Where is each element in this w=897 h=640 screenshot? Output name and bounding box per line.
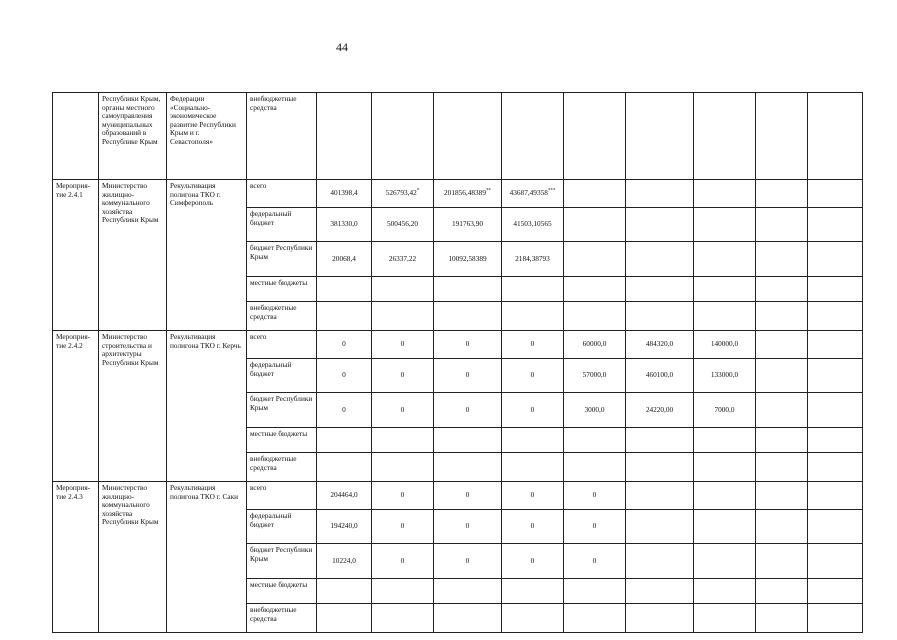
continuation-row <box>53 93 863 180</box>
value-cell <box>756 604 808 633</box>
value-cell <box>756 428 808 453</box>
value-cell <box>372 302 434 331</box>
source-cell: всего <box>247 331 317 359</box>
value-cell <box>434 428 502 453</box>
value-cell: 0 <box>434 393 502 428</box>
value-cell <box>756 482 808 510</box>
value-cell <box>808 242 863 277</box>
value-cell: 60000,0 <box>564 331 626 359</box>
executor-cell: Министерство жилищно-коммунального хозяйства Республики Крым <box>99 180 167 331</box>
value-cell: 0 <box>434 331 502 359</box>
value-cell: 401398,4 <box>317 180 372 208</box>
value-cell <box>808 393 863 428</box>
value-cell <box>756 180 808 208</box>
measure-row <box>53 482 863 510</box>
value-cell <box>694 180 756 208</box>
value-cell <box>317 428 372 453</box>
value-cell: 0 <box>434 544 502 579</box>
value-cell <box>808 428 863 453</box>
value-cell: 0 <box>317 359 372 393</box>
value-cell: 191763,90 <box>434 208 502 242</box>
value-cell: 24220,00 <box>626 393 694 428</box>
source-cell: всего <box>247 482 317 510</box>
value-cell <box>694 544 756 579</box>
source-cell: бюджет Республики Крым <box>247 544 317 579</box>
value-cell <box>808 180 863 208</box>
executor-cell: Министерство жилищно-коммунального хозяйства Республики Крым <box>99 482 167 633</box>
value-cell <box>808 604 863 633</box>
value-cell <box>694 208 756 242</box>
value-cell <box>317 277 372 302</box>
value-cell: 201856,48389** <box>434 180 502 208</box>
value-cell: 0 <box>564 482 626 510</box>
value-cell <box>808 331 863 359</box>
budget-table <box>52 92 863 633</box>
value-cell <box>502 93 564 180</box>
value-cell <box>502 302 564 331</box>
value-cell <box>756 331 808 359</box>
value-cell <box>694 93 756 180</box>
value-cell <box>564 579 626 604</box>
value-cell <box>317 579 372 604</box>
page-number: 44 <box>336 40 348 54</box>
source-cell: местные бюджеты <box>247 428 317 453</box>
value-cell <box>808 208 863 242</box>
value-cell <box>626 208 694 242</box>
source-cell: местные бюджеты <box>247 277 317 302</box>
value-cell <box>808 277 863 302</box>
value-cell: 0 <box>502 544 564 579</box>
value-cell <box>808 302 863 331</box>
object-cell: Рекультивация полигона ТКО г. Керчь <box>167 331 247 482</box>
value-cell <box>756 579 808 604</box>
value-cell <box>626 277 694 302</box>
value-cell: 0 <box>502 510 564 544</box>
value-cell: 0 <box>434 359 502 393</box>
value-cell <box>317 453 372 482</box>
program-cell: Федерации «Социально-экономическое развитие Республики Крым и г. Севастополя» <box>167 93 247 180</box>
value-cell: 7000,0 <box>694 393 756 428</box>
object-cell: Рекультивация полигона ТКО г. Симферополь <box>167 180 247 331</box>
value-cell <box>626 302 694 331</box>
value-cell <box>502 604 564 633</box>
value-cell <box>502 277 564 302</box>
value-cell: 133000,0 <box>694 359 756 393</box>
executor-cell: Республики Крым, органы местного самоуправления муниципальных образований в Республике Крым <box>99 93 167 180</box>
value-cell: 0 <box>372 331 434 359</box>
value-cell <box>434 604 502 633</box>
value-cell <box>694 604 756 633</box>
value-cell <box>564 604 626 633</box>
source-cell: всего <box>247 180 317 208</box>
value-cell <box>694 277 756 302</box>
value-cell <box>808 482 863 510</box>
value-cell <box>564 242 626 277</box>
source-cell: бюджет Республики Крым <box>247 393 317 428</box>
value-cell: 0 <box>372 393 434 428</box>
value-cell <box>808 359 863 393</box>
value-cell: 204464,0 <box>317 482 372 510</box>
value-cell: 0 <box>317 331 372 359</box>
value-cell <box>502 453 564 482</box>
source-cell: внебюджетные средства <box>247 302 317 331</box>
value-cell <box>808 579 863 604</box>
source-cell: внебюджетные средства <box>247 604 317 633</box>
value-cell <box>317 604 372 633</box>
value-cell <box>434 277 502 302</box>
value-cell: 20068,4 <box>317 242 372 277</box>
value-cell: 0 <box>372 482 434 510</box>
value-cell <box>756 302 808 331</box>
value-cell <box>756 277 808 302</box>
value-cell <box>694 428 756 453</box>
value-cell <box>372 93 434 180</box>
value-cell <box>626 482 694 510</box>
value-cell <box>564 453 626 482</box>
value-cell <box>808 453 863 482</box>
value-cell: 2184,38793 <box>502 242 564 277</box>
value-cell <box>372 277 434 302</box>
source-cell: федеральный бюджет <box>247 208 317 242</box>
measure-id-cell: Мероприя-тие 2.4.1 <box>53 180 99 331</box>
source-cell: федеральный бюджет <box>247 359 317 393</box>
value-cell <box>434 579 502 604</box>
measure-row <box>53 180 863 208</box>
value-cell <box>317 93 372 180</box>
value-cell: 0 <box>564 510 626 544</box>
value-cell: 0 <box>502 359 564 393</box>
value-cell <box>564 428 626 453</box>
value-cell: 0 <box>434 482 502 510</box>
value-cell <box>317 302 372 331</box>
value-cell <box>372 604 434 633</box>
total-cell <box>808 93 863 180</box>
value-cell <box>694 302 756 331</box>
value-cell <box>756 453 808 482</box>
value-cell <box>756 93 808 180</box>
value-cell: 140000,0 <box>694 331 756 359</box>
measure-id-cell: Мероприя-тие 2.4.3 <box>53 482 99 633</box>
value-cell: 0 <box>372 510 434 544</box>
value-cell <box>626 604 694 633</box>
source-cell: местные бюджеты <box>247 579 317 604</box>
value-cell <box>372 453 434 482</box>
value-cell: 0 <box>317 393 372 428</box>
value-cell: 194240,0 <box>317 510 372 544</box>
value-cell <box>626 579 694 604</box>
value-cell <box>564 208 626 242</box>
value-cell: 26337,22 <box>372 242 434 277</box>
value-cell <box>694 242 756 277</box>
value-cell <box>694 579 756 604</box>
value-cell <box>694 510 756 544</box>
value-cell <box>756 359 808 393</box>
value-cell <box>694 453 756 482</box>
value-cell: 0 <box>434 510 502 544</box>
value-cell <box>626 453 694 482</box>
value-cell: 0 <box>502 331 564 359</box>
value-cell <box>564 93 626 180</box>
value-cell <box>756 393 808 428</box>
value-cell <box>626 544 694 579</box>
source-cell: федеральный бюджет <box>247 510 317 544</box>
source-cell: бюджет Республики Крым <box>247 242 317 277</box>
value-cell <box>694 482 756 510</box>
value-cell: 460100,0 <box>626 359 694 393</box>
value-cell <box>434 93 502 180</box>
value-cell <box>756 544 808 579</box>
value-cell <box>756 510 808 544</box>
value-cell: 0 <box>502 482 564 510</box>
value-cell: 10224,0 <box>317 544 372 579</box>
source-cell: внебюджетные средства <box>247 453 317 482</box>
value-cell: 0 <box>372 359 434 393</box>
value-cell <box>564 180 626 208</box>
value-cell: 381330,0 <box>317 208 372 242</box>
value-cell <box>564 277 626 302</box>
measure-id-cell <box>53 93 99 180</box>
object-cell: Рекультивация полигона ТКО г. Саки <box>167 482 247 633</box>
value-cell <box>502 579 564 604</box>
value-cell: 526793,42* <box>372 180 434 208</box>
value-cell: 57000,0 <box>564 359 626 393</box>
value-cell <box>808 510 863 544</box>
value-cell <box>434 302 502 331</box>
value-cell <box>626 93 694 180</box>
value-cell: 3000,0 <box>564 393 626 428</box>
executor-cell: Министерство строительства и архитектуры Республики Крым <box>99 331 167 482</box>
value-cell: 484320,0 <box>626 331 694 359</box>
value-cell: 43687,49358*** <box>502 180 564 208</box>
value-cell <box>756 208 808 242</box>
measure-id-cell: Мероприя-тие 2.4.2 <box>53 331 99 482</box>
value-cell: 500456,20 <box>372 208 434 242</box>
value-cell <box>626 180 694 208</box>
value-cell <box>626 242 694 277</box>
value-cell: 41503,10565 <box>502 208 564 242</box>
value-cell: 0 <box>564 544 626 579</box>
source-cell: внебюджетные средства <box>247 93 317 180</box>
value-cell: 0 <box>372 544 434 579</box>
measure-row <box>53 331 863 359</box>
value-cell <box>502 428 564 453</box>
value-cell <box>808 544 863 579</box>
value-cell <box>372 579 434 604</box>
value-cell: 0 <box>502 393 564 428</box>
value-cell <box>372 428 434 453</box>
value-cell <box>564 302 626 331</box>
value-cell: 10092,58389 <box>434 242 502 277</box>
value-cell <box>434 453 502 482</box>
value-cell <box>626 510 694 544</box>
value-cell <box>756 242 808 277</box>
value-cell <box>626 428 694 453</box>
